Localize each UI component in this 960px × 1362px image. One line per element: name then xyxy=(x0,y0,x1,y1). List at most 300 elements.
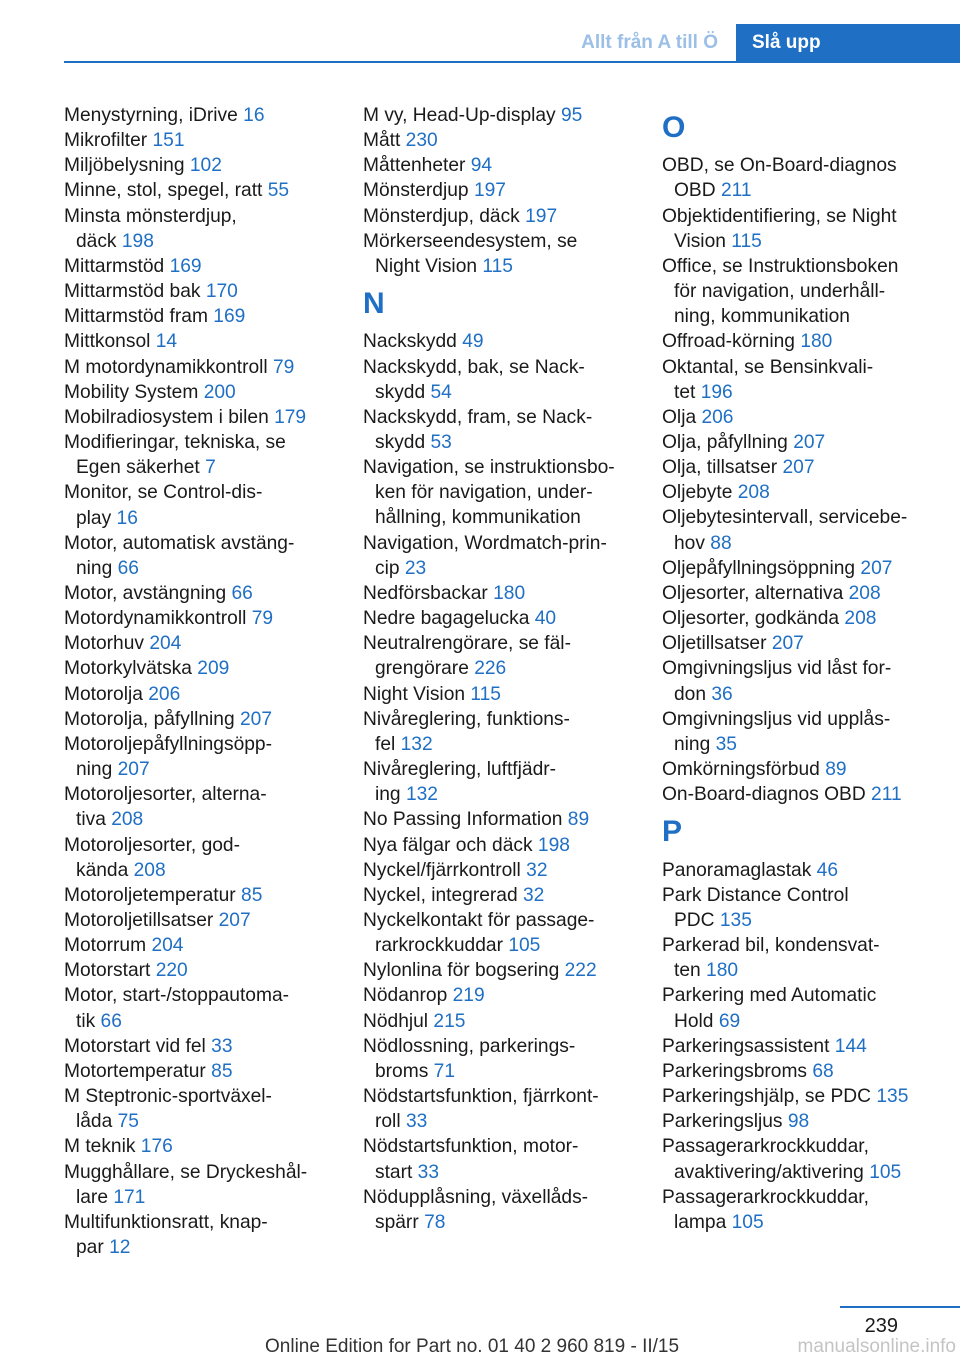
page-link[interactable]: 55 xyxy=(267,180,290,202)
page-link[interactable]: 94 xyxy=(470,155,493,177)
entry-term: Panoramaglastak xyxy=(662,859,812,881)
entry-term: Nackskydd xyxy=(363,331,457,353)
entry-term: Navigation, se instruktionsbo‐ xyxy=(363,457,615,479)
index-entry xyxy=(363,329,633,354)
entry-term: Oktantal, se Bensinkvali‐ xyxy=(662,356,874,378)
page-link[interactable]: 144 xyxy=(834,1035,867,1057)
entry-term: Mittarmstöd xyxy=(64,255,165,277)
page-link[interactable]: 230 xyxy=(405,130,438,152)
entry-term: Passagerarkrockkuddar, xyxy=(662,1136,869,1158)
page-link[interactable]: 222 xyxy=(564,960,597,982)
page-link[interactable]: 179 xyxy=(274,406,307,428)
index-entry xyxy=(64,178,334,203)
entry-term: Omgivningsljus vid upplås‐ xyxy=(662,708,891,730)
tab-a-to-z[interactable]: Allt från A till Ö xyxy=(581,32,718,53)
entry-term: Mugghållare, se Dryckeshål‐ xyxy=(64,1161,308,1183)
index-entry xyxy=(64,707,334,732)
page-link[interactable]: 204 xyxy=(149,633,182,655)
page-link[interactable]: 35 xyxy=(715,733,737,755)
entry-term: Nivåreglering, funktions‐ xyxy=(363,708,570,730)
entry-continuation: ten xyxy=(674,960,701,982)
page-link[interactable]: 78 xyxy=(424,1211,446,1233)
page-link[interactable]: 98 xyxy=(787,1111,810,1133)
entry-term: Nödstartsfunktion, fjärrkont‐ xyxy=(363,1086,599,1108)
page-link[interactable]: 206 xyxy=(148,683,181,705)
page-link[interactable]: 169 xyxy=(213,306,246,328)
page-link[interactable]: 12 xyxy=(109,1237,131,1259)
entry-continuation: lare xyxy=(76,1186,108,1208)
page-link[interactable]: 66 xyxy=(231,582,253,604)
index-entry xyxy=(363,707,633,757)
entry-term: Nedförsbackar xyxy=(363,582,488,604)
entry-term: Motordynamikkontroll xyxy=(64,608,247,630)
entry-continuation: don xyxy=(674,683,707,705)
index-entry xyxy=(64,656,334,681)
index-entry xyxy=(662,430,932,455)
index-entry xyxy=(662,782,932,807)
entry-term: Night Vision xyxy=(363,683,466,705)
page-link[interactable]: 196 xyxy=(700,381,733,403)
page-link[interactable]: 208 xyxy=(844,608,877,630)
index-entry xyxy=(363,103,633,128)
entry-term: Navigation, Wordmatch-prin‐ xyxy=(363,532,607,554)
index-entry xyxy=(662,505,932,555)
entry-term: Nödstartsfunktion, motor‐ xyxy=(363,1136,579,1158)
entry-term: Motorolja xyxy=(64,683,143,705)
index-entry xyxy=(363,833,633,858)
index-entry xyxy=(64,606,334,631)
index-entry xyxy=(662,1185,932,1235)
page-link[interactable]: 207 xyxy=(771,633,804,655)
entry-term: Mittkonsol xyxy=(64,331,151,353)
page-link[interactable]: 16 xyxy=(116,507,138,529)
index-entry xyxy=(363,153,633,178)
entry-term: Motorrum xyxy=(64,935,147,957)
entry-continuation: ning xyxy=(76,557,113,579)
index-column-2 xyxy=(363,103,633,1235)
entry-term: Nödupplåsning, växellåds‐ xyxy=(363,1186,589,1208)
page-number: 239 xyxy=(864,1315,898,1337)
index-entry xyxy=(662,329,932,354)
entry-continuation: Vision xyxy=(674,230,726,252)
page-link[interactable]: 95 xyxy=(561,105,583,126)
page-link[interactable]: 208 xyxy=(111,809,144,831)
entry-term: Mittarmstöd fram xyxy=(64,306,208,328)
index-entry xyxy=(662,1034,932,1059)
index-entry xyxy=(64,254,334,279)
page-link[interactable]: 204 xyxy=(151,935,184,957)
entry-term: Minne, stol, spegel, ratt xyxy=(64,180,263,202)
entry-term: Neutralrengörare, se fäl‐ xyxy=(363,633,571,655)
index-entry xyxy=(363,757,633,807)
index-entry xyxy=(64,279,334,304)
index-entry xyxy=(662,254,932,329)
entry-term: Måttenheter xyxy=(363,155,466,177)
page-link[interactable]: 219 xyxy=(452,985,485,1007)
entry-term: Passagerarkrockkuddar, xyxy=(662,1186,869,1208)
page-link[interactable]: 207 xyxy=(782,457,815,479)
index-entry xyxy=(363,682,633,707)
page-link[interactable]: 105 xyxy=(731,1211,764,1233)
page-link[interactable]: 33 xyxy=(405,1111,428,1133)
entry-continuation: Hold xyxy=(674,1010,714,1032)
page-link[interactable]: 71 xyxy=(433,1060,455,1082)
entry-term: Oljetillsatser xyxy=(662,633,767,655)
index-entry xyxy=(363,531,633,581)
entry-continuation: spärr xyxy=(375,1211,419,1233)
page-number-rule xyxy=(840,1306,960,1308)
entry-term: Monitor, se Control-dis‐ xyxy=(64,482,263,504)
page-link[interactable]: 206 xyxy=(701,406,734,428)
index-entry xyxy=(64,430,334,480)
entry-term: Objektidentifiering, se Night xyxy=(662,205,897,227)
index-entry xyxy=(662,556,932,581)
index-entry xyxy=(662,1059,932,1084)
entry-continuation: lampa xyxy=(674,1211,727,1233)
entry-term: M motordynamikkontroll xyxy=(64,356,268,378)
entry-term: Motorkylvätska xyxy=(64,658,192,680)
index-entry xyxy=(662,858,932,883)
page-link[interactable]: 220 xyxy=(155,960,188,982)
entry-term: Nyckel/fjärrkontroll xyxy=(363,859,521,881)
index-entry xyxy=(64,1084,334,1134)
index-entry xyxy=(64,480,334,530)
page-link[interactable]: 68 xyxy=(812,1060,834,1082)
entry-continuation: OBD xyxy=(674,180,716,202)
index-entry xyxy=(363,581,633,606)
page-link[interactable]: 32 xyxy=(522,884,545,906)
index-entry xyxy=(363,631,633,681)
page-link[interactable]: 105 xyxy=(869,1161,902,1183)
page-link[interactable]: 132 xyxy=(400,733,433,755)
index-entry xyxy=(64,355,334,380)
index-entry xyxy=(662,631,932,656)
edition-text: Online Edition for Part no. 01 40 2 960 819 - II/15 xyxy=(265,1336,680,1357)
entry-term: Office, se Instruktionsboken xyxy=(662,255,899,277)
entry-continuation: ning, kommunikation xyxy=(674,306,850,328)
entry-continuation: start xyxy=(375,1161,413,1183)
entry-continuation: Egen säkerhet xyxy=(76,457,200,479)
entry-term: No Passing Information xyxy=(363,809,563,831)
entry-continuation: skydd xyxy=(375,381,426,403)
entry-continuation: grengörare xyxy=(375,658,469,680)
entry-term: Motoroljetemperatur xyxy=(64,884,236,906)
entry-continuation: låda xyxy=(76,1111,113,1133)
entry-term: Olja xyxy=(662,406,697,428)
entry-continuation: tiva xyxy=(76,809,106,831)
entry-term: Mönsterdjup, däck xyxy=(363,205,520,227)
page-link[interactable]: 211 xyxy=(871,784,902,806)
page-link[interactable]: 46 xyxy=(816,859,839,881)
page-link[interactable]: 14 xyxy=(155,331,178,353)
page-link[interactable]: 105 xyxy=(508,935,541,957)
entry-continuation: par xyxy=(76,1237,104,1259)
page-link[interactable]: 89 xyxy=(567,809,590,831)
entry-continuation: kända xyxy=(76,859,129,881)
entry-term: Nödhjul xyxy=(363,1010,429,1032)
index-entry xyxy=(64,380,334,405)
entry-continuation: ning xyxy=(674,733,711,755)
index-entry xyxy=(662,480,932,505)
page-link[interactable]: 115 xyxy=(470,683,501,705)
entry-continuation: PDC xyxy=(674,909,715,931)
entry-continuation: fel xyxy=(375,733,396,755)
page-link[interactable]: 16 xyxy=(243,105,265,126)
index-entry xyxy=(64,682,334,707)
entry-term: Mittarmstöd bak xyxy=(64,281,201,303)
tab-look-up[interactable]: Slå upp xyxy=(736,24,960,62)
entry-term: Parkeringshjälp, se PDC xyxy=(662,1086,872,1108)
page-link[interactable]: 215 xyxy=(433,1010,466,1032)
index-entry xyxy=(64,329,334,354)
entry-term: Mått xyxy=(363,130,401,152)
index-entry xyxy=(64,581,334,606)
page-link[interactable]: 115 xyxy=(731,230,762,252)
page-link[interactable]: 54 xyxy=(430,381,452,403)
entry-continuation: för navigation, underhåll‐ xyxy=(674,281,886,303)
index-entry xyxy=(363,1185,633,1235)
entry-term: Mönsterdjup xyxy=(363,180,469,202)
watermark: manualsonline.info xyxy=(797,1336,956,1357)
section-letter: N xyxy=(363,287,385,321)
entry-term: Motor, start-/stoppautoma‐ xyxy=(64,985,290,1007)
index-entry xyxy=(363,983,633,1008)
index-entry xyxy=(662,1109,932,1134)
index-entry xyxy=(363,807,633,832)
page-link[interactable]: 197 xyxy=(525,205,558,227)
page-link[interactable]: 180 xyxy=(800,331,833,353)
entry-term: Olja, påfyllning xyxy=(662,432,788,454)
entry-term: Nödlossning, parkerings‐ xyxy=(363,1035,576,1057)
index-entry xyxy=(662,405,932,430)
entry-term: Motortemperatur xyxy=(64,1060,206,1082)
entry-term: Offroad-körning xyxy=(662,331,795,353)
index-entry xyxy=(64,782,334,832)
page-link[interactable]: 208 xyxy=(737,482,770,504)
index-entry xyxy=(363,355,633,405)
page-link[interactable]: 211 xyxy=(720,180,752,202)
entry-continuation: däck xyxy=(76,230,117,252)
page-link[interactable]: 23 xyxy=(404,557,427,579)
entry-term: Nedre bagagelucka xyxy=(363,608,530,630)
index-entry xyxy=(662,455,932,480)
entry-term: Mikrofilter xyxy=(64,130,148,152)
index-entry xyxy=(662,606,932,631)
index-entry xyxy=(64,631,334,656)
entry-term: Parkeringsljus xyxy=(662,1111,783,1133)
index-entry xyxy=(363,858,633,883)
page-link[interactable]: 85 xyxy=(241,884,263,906)
entry-term: Omkörningsförbud xyxy=(662,759,820,781)
index-entry xyxy=(64,983,334,1033)
entry-term: Park Distance Control xyxy=(662,884,849,906)
entry-term: Parkeringsassistent xyxy=(662,1035,830,1057)
entry-term: Motor, avstängning xyxy=(64,582,227,604)
page-link[interactable]: 33 xyxy=(211,1035,233,1057)
page-link[interactable]: 115 xyxy=(482,255,513,277)
index-entry xyxy=(64,908,334,933)
entry-term: Omgivningsljus vid låst for‐ xyxy=(662,658,892,680)
page-link[interactable]: 40 xyxy=(534,608,557,630)
entry-term: Nackskydd, fram, se Nack‐ xyxy=(363,406,593,428)
index-entry xyxy=(64,958,334,983)
index-entry xyxy=(662,983,932,1033)
page-link[interactable]: 132 xyxy=(405,784,438,806)
entry-term: Motoroljepåfyllningsöpp‐ xyxy=(64,733,272,755)
index-entry xyxy=(64,1059,334,1084)
page-link[interactable]: 49 xyxy=(462,331,484,353)
page-link[interactable]: 75 xyxy=(117,1111,139,1133)
index-entry xyxy=(662,757,932,782)
index-entry xyxy=(363,1134,633,1184)
entry-continuation: play xyxy=(76,507,112,529)
index-entry xyxy=(64,1160,334,1210)
section-letter: O xyxy=(662,111,686,144)
page-link[interactable]: 33 xyxy=(417,1161,440,1183)
index-entry xyxy=(64,128,334,153)
entry-continuation: rarkrockkuddar xyxy=(375,935,503,957)
index-entry xyxy=(363,128,633,153)
entry-continuation: Night Vision xyxy=(375,255,478,277)
entry-term: Motoroljetillsatser xyxy=(64,910,214,931)
entry-term: Nyckelkontakt för passage‐ xyxy=(363,909,595,931)
page-link[interactable]: 226 xyxy=(474,658,507,680)
entry-term: Multifunktionsratt, knap‐ xyxy=(64,1211,268,1233)
page-link[interactable]: 200 xyxy=(203,381,236,403)
index-entry xyxy=(662,1134,932,1184)
index-entry xyxy=(662,581,932,606)
page-link[interactable]: 171 xyxy=(113,1186,146,1208)
index-entry xyxy=(363,606,633,631)
entry-term: M Steptronic-sportväxel‐ xyxy=(64,1086,272,1108)
page-link[interactable]: 7 xyxy=(205,457,216,479)
index-entry xyxy=(363,204,633,229)
index-entry xyxy=(363,1084,633,1134)
page-link[interactable]: 197 xyxy=(473,180,506,202)
entry-continuation: broms xyxy=(375,1060,429,1082)
entry-term: Olja, tillsatser xyxy=(662,457,778,479)
page-link[interactable]: 79 xyxy=(273,356,295,378)
entry-term: Motorolja, påfyllning xyxy=(64,708,235,730)
entry-term: Parkering med Automatic xyxy=(662,985,877,1007)
entry-term: Nödanrop xyxy=(363,985,448,1007)
page-link[interactable]: 176 xyxy=(140,1136,173,1158)
page-link[interactable]: 135 xyxy=(876,1086,909,1108)
index-entry xyxy=(64,153,334,178)
index-entry xyxy=(64,204,334,254)
index-column-3 xyxy=(662,103,932,1235)
page-link[interactable]: 85 xyxy=(211,1060,233,1082)
index-entry xyxy=(363,455,633,530)
page-link[interactable]: 198 xyxy=(537,834,570,856)
index-entry xyxy=(662,204,932,254)
page-link[interactable]: 36 xyxy=(711,683,733,705)
entry-term: Nya fälgar och däck xyxy=(363,834,533,856)
entry-continuation: ning xyxy=(76,759,113,781)
index-entry xyxy=(363,1009,633,1034)
entry-term: Oljebyte xyxy=(662,482,733,504)
page-link[interactable]: 198 xyxy=(121,230,154,252)
entry-term: Oljepåfyllningsöppning xyxy=(662,557,856,579)
entry-continuation: cip xyxy=(375,557,400,579)
entry-continuation: roll xyxy=(375,1111,401,1133)
index-entry xyxy=(662,1084,932,1109)
page-link[interactable]: 209 xyxy=(197,658,230,680)
index-entry xyxy=(363,908,633,958)
entry-term: OBD, se On-Board-diagnos xyxy=(662,155,897,177)
entry-term: Mörkerseendesystem, se xyxy=(363,230,578,252)
entry-term: Nyckel, integrerad xyxy=(363,884,518,906)
page-link[interactable]: 32 xyxy=(526,859,548,881)
entry-term: Motorhuv xyxy=(64,633,144,655)
page-link[interactable]: 79 xyxy=(251,608,274,630)
page-link[interactable]: 151 xyxy=(152,130,185,152)
page-link[interactable]: 102 xyxy=(189,155,222,177)
entry-term: Minsta mönsterdjup, xyxy=(64,205,237,227)
entry-continuation: tik xyxy=(76,1010,96,1032)
page-link[interactable]: 66 xyxy=(100,1010,122,1032)
index-entry xyxy=(363,1034,633,1084)
page-link[interactable]: 170 xyxy=(205,281,238,303)
index-entry xyxy=(64,103,334,128)
index-entry xyxy=(64,1134,334,1159)
page-link[interactable]: 207 xyxy=(117,759,150,781)
page-link[interactable]: 207 xyxy=(793,432,826,454)
index-entry xyxy=(64,1210,334,1260)
page-link[interactable]: 135 xyxy=(719,909,752,931)
index-entry xyxy=(363,229,633,279)
page-link[interactable]: 207 xyxy=(218,910,251,931)
entry-term: M vy, Head-Up-display xyxy=(363,105,556,126)
page-link[interactable]: 89 xyxy=(825,759,847,781)
page-link[interactable]: 208 xyxy=(848,582,881,604)
page-link[interactable]: 169 xyxy=(169,255,202,277)
entry-continuation: ken för navigation, under‐ xyxy=(375,482,593,504)
page-link[interactable]: 180 xyxy=(706,960,739,982)
page-link[interactable]: 180 xyxy=(493,582,526,604)
page-link[interactable]: 207 xyxy=(240,708,273,730)
index-entry xyxy=(662,656,932,706)
entry-term: Motoroljesorter, alterna‐ xyxy=(64,784,267,806)
entry-continuation: hov xyxy=(674,532,705,554)
index-entry xyxy=(363,178,633,203)
entry-term: Oljesorter, godkända xyxy=(662,608,840,630)
index-entry xyxy=(64,531,334,581)
index-entry xyxy=(662,707,932,757)
page-link[interactable]: 88 xyxy=(710,532,732,554)
entry-term: Modifieringar, tekniska, se xyxy=(64,432,286,454)
entry-term: Motorstart xyxy=(64,960,151,982)
page-link[interactable]: 208 xyxy=(133,859,166,881)
index-entry xyxy=(662,153,932,203)
page-link[interactable]: 207 xyxy=(860,557,893,579)
page-link[interactable]: 53 xyxy=(430,432,452,454)
entry-continuation: avaktivering/aktivering xyxy=(674,1161,864,1183)
index-entry xyxy=(64,883,334,908)
index-entry xyxy=(662,933,932,983)
index-entry xyxy=(363,405,633,455)
index-entry xyxy=(363,883,633,908)
entry-term: Oljebytesintervall, servicebe‐ xyxy=(662,507,908,529)
page-link[interactable]: 69 xyxy=(718,1010,741,1032)
entry-term: Oljesorter, alternativa xyxy=(662,582,844,604)
entry-continuation: skydd xyxy=(375,432,426,454)
entry-continuation: ing xyxy=(375,784,401,806)
entry-term: Parkerad bil, kondensvat‐ xyxy=(662,935,880,957)
page-link[interactable]: 66 xyxy=(117,557,139,579)
index-entry xyxy=(64,304,334,329)
entry-term: Nivåreglering, luftfjädr‐ xyxy=(363,759,557,781)
